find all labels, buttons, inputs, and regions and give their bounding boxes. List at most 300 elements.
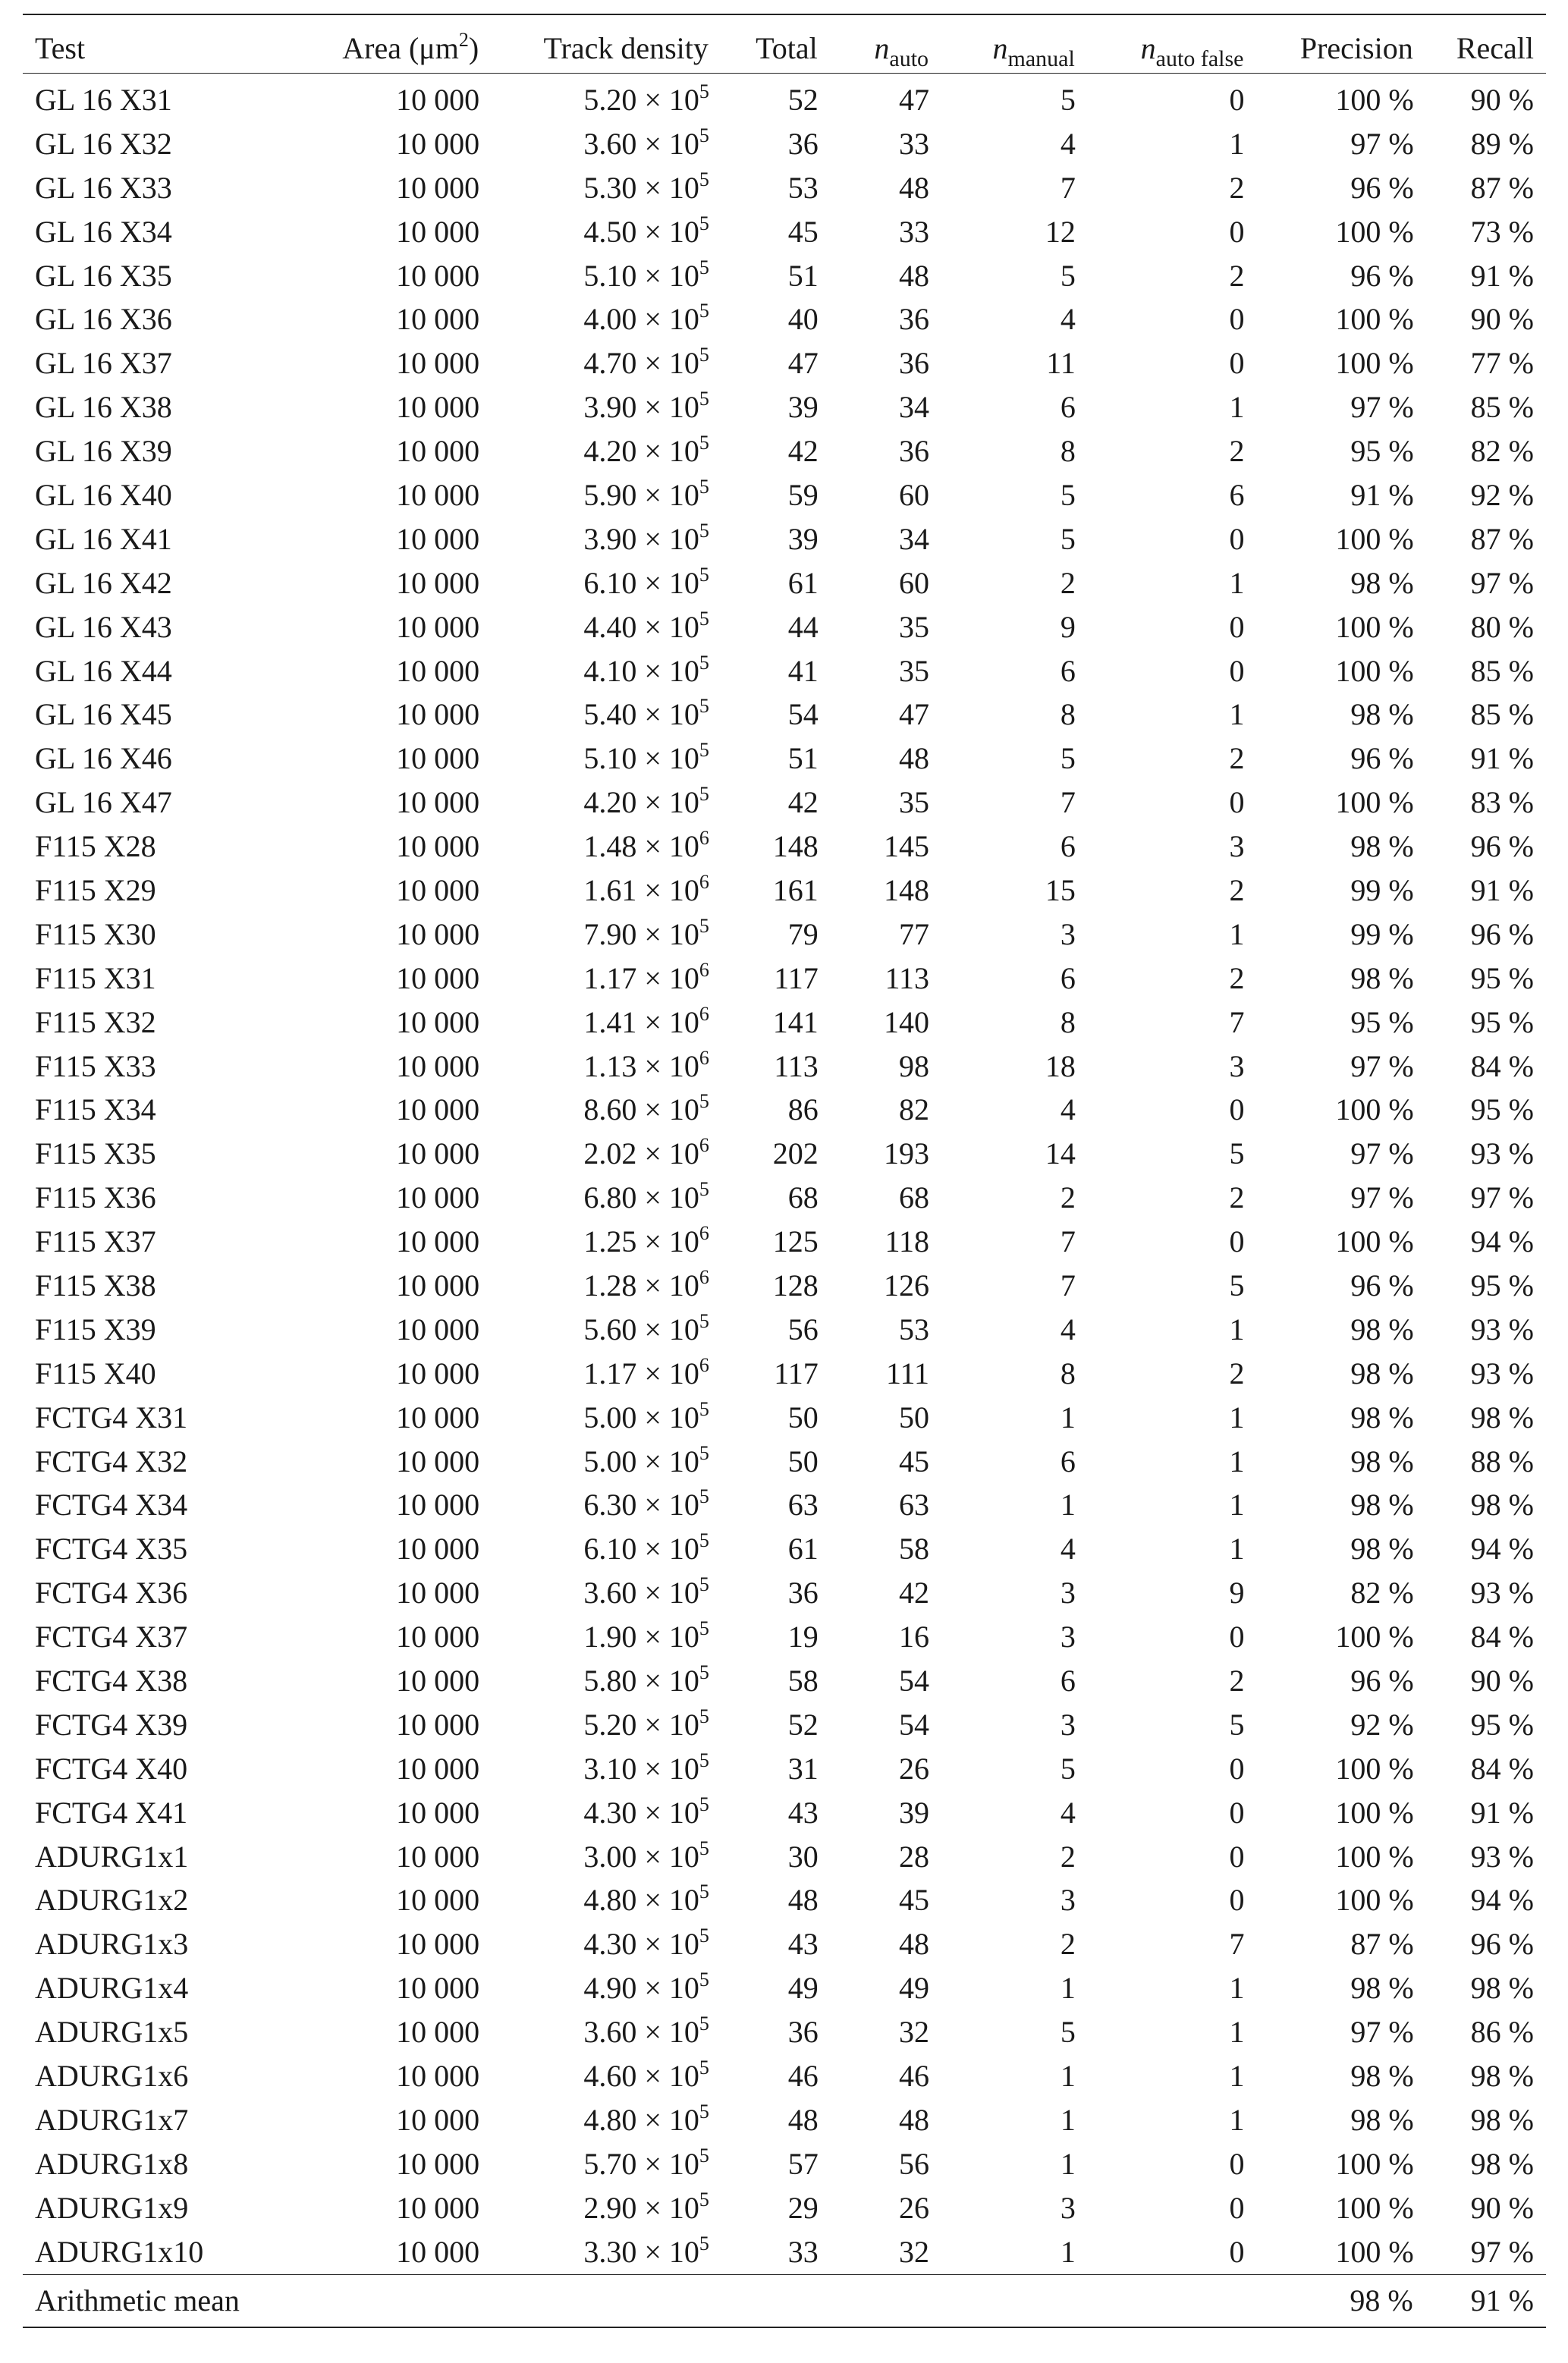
cell-track-density: $2.90 \times 10^5$ (583, 2188, 709, 2225)
cell-total: 52 (787, 1707, 819, 1742)
cell-total: 40 (787, 302, 819, 337)
cell-total: 63 (787, 1488, 819, 1522)
cell-precision: 100 % (1335, 214, 1414, 249)
cell-recall: 91 % (1470, 741, 1534, 776)
cell-test: GL 16 X37 (35, 346, 172, 381)
cell-test: GL 16 X44 (35, 653, 172, 688)
cell-track-density: $6.10 \times 10^5$ (583, 563, 709, 600)
cell-n-auto-false: 1 (1229, 1488, 1245, 1522)
footer-precision: 98 % (1244, 2274, 1413, 2327)
cell-n-manual: 3 (1060, 1883, 1076, 1918)
cell-track-density: $4.80 \times 10^5$ (583, 1881, 709, 1918)
cell-total: 44 (787, 609, 819, 644)
cell-precision: 96 % (1350, 1268, 1414, 1302)
cell-n-auto: 82 (899, 1092, 930, 1127)
cell-recall: 98 % (1470, 1400, 1534, 1434)
table-row (23, 649, 1546, 693)
cell-area: 10 000 (396, 1664, 480, 1698)
cell-test: F115 X35 (35, 1136, 156, 1171)
cell-n-auto: 48 (899, 258, 930, 293)
cell-n-auto: 33 (899, 214, 930, 249)
cell-total: 61 (787, 565, 819, 600)
cell-track-density: $4.00 \times 10^5$ (583, 300, 709, 337)
cell-n-manual: 5 (1060, 258, 1076, 293)
cell-n-auto-false: 0 (1229, 2146, 1245, 2181)
cell-total: 29 (787, 2190, 819, 2225)
cell-n-manual: 18 (1045, 1048, 1076, 1083)
cell-precision: 100 % (1335, 1620, 1414, 1654)
cell-area: 10 000 (396, 1136, 480, 1171)
cell-n-auto: 58 (899, 1532, 930, 1566)
cell-n-auto-false: 0 (1229, 1883, 1245, 1918)
cell-precision: 100 % (1335, 1224, 1414, 1259)
cell-precision: 96 % (1350, 1664, 1414, 1698)
table-row (23, 166, 1546, 210)
cell-precision: 100 % (1335, 2190, 1414, 2225)
cell-track-density: $8.60 \times 10^5$ (583, 1090, 709, 1127)
cell-n-auto-false: 1 (1229, 565, 1245, 600)
table-row (23, 2230, 1546, 2274)
footer-row (23, 2274, 1546, 2327)
cell-track-density: $3.10 \times 10^5$ (583, 1749, 709, 1786)
table-row (23, 737, 1546, 781)
cell-recall: 91 % (1470, 872, 1534, 907)
cell-precision: 98 % (1350, 697, 1414, 732)
cell-n-auto: 148 (884, 872, 930, 907)
table-row (23, 1264, 1546, 1308)
cell-n-manual: 8 (1060, 434, 1076, 469)
cell-track-density: $5.00 \times 10^5$ (583, 1397, 709, 1434)
cell-total: 47 (787, 346, 819, 381)
cell-track-density: $4.70 \times 10^5$ (583, 344, 709, 381)
cell-n-auto: 54 (899, 1664, 930, 1698)
cell-n-manual: 4 (1060, 126, 1076, 161)
cell-test: ADURG1x8 (35, 2146, 189, 2181)
cell-area: 10 000 (396, 82, 480, 117)
cell-area: 10 000 (396, 1620, 480, 1654)
table-row (23, 781, 1546, 825)
cell-n-auto-false: 0 (1229, 785, 1245, 820)
cell-n-manual: 4 (1060, 1795, 1076, 1830)
cell-area: 10 000 (396, 1883, 480, 1918)
cell-track-density: $4.30 \times 10^5$ (583, 1793, 709, 1830)
table-row (23, 1352, 1546, 1396)
cell-recall: 91 % (1470, 1795, 1534, 1830)
cell-total: 48 (787, 2102, 819, 2137)
cell-test: FCTG4 X32 (35, 1444, 188, 1478)
cell-recall: 96 % (1470, 829, 1534, 864)
cell-area: 10 000 (396, 214, 480, 249)
cell-n-auto: 46 (899, 2059, 930, 2094)
cell-test: FCTG4 X41 (35, 1795, 188, 1830)
table-row (23, 1791, 1546, 1835)
cell-n-auto: 48 (899, 170, 930, 205)
cell-test: GL 16 X47 (35, 785, 172, 820)
table-row (23, 1220, 1546, 1264)
cell-track-density: $6.10 \times 10^5$ (583, 1529, 709, 1566)
cell-test: F115 X39 (35, 1312, 156, 1346)
cell-n-auto: 16 (899, 1620, 930, 1654)
results-table (23, 14, 1546, 2328)
cell-track-density: $5.80 \times 10^5$ (583, 1661, 709, 1698)
table-row (23, 1571, 1546, 1615)
cell-total: 48 (787, 1883, 819, 1918)
cell-test: FCTG4 X38 (35, 1664, 188, 1698)
cell-total: 57 (787, 2146, 819, 2181)
cell-track-density: $4.10 \times 10^5$ (583, 651, 709, 688)
cell-n-manual: 1 (1060, 1400, 1076, 1434)
header-n-auto-false: $n_{auto false}$ (1076, 14, 1245, 74)
cell-area: 10 000 (396, 1839, 480, 1874)
cell-test: F115 X28 (35, 829, 156, 864)
cell-n-manual: 6 (1060, 1444, 1076, 1478)
cell-area: 10 000 (396, 1400, 480, 1434)
cell-recall: 86 % (1470, 2015, 1534, 2050)
cell-n-auto: 48 (899, 2102, 930, 2137)
table-body (23, 74, 1546, 2275)
footer-label: Arithmetic mean (23, 2274, 262, 2327)
table-row (23, 1440, 1546, 1484)
cell-test: GL 16 X45 (35, 697, 172, 732)
cell-total: 113 (774, 1048, 819, 1083)
cell-n-auto: 49 (899, 1971, 930, 2006)
table-row (23, 1088, 1546, 1132)
cell-n-auto: 60 (899, 565, 930, 600)
cell-n-manual: 5 (1060, 82, 1076, 117)
cell-track-density: $5.00 \times 10^5$ (583, 1441, 709, 1478)
cell-total: 30 (787, 1839, 819, 1874)
cell-total: 33 (787, 2234, 819, 2269)
cell-track-density: $1.41 \times 10^6$ (583, 1002, 709, 1039)
cell-n-auto-false: 1 (1229, 1400, 1245, 1434)
cell-test: F115 X34 (35, 1092, 156, 1127)
cell-n-manual: 4 (1060, 302, 1076, 337)
table-row (23, 1659, 1546, 1703)
cell-recall: 87 % (1470, 521, 1534, 556)
cell-n-auto-false: 0 (1229, 214, 1245, 249)
header-precision: Precision (1244, 14, 1413, 74)
cell-n-manual: 2 (1060, 1927, 1076, 1962)
cell-n-auto: 53 (899, 1312, 930, 1346)
cell-test: F115 X29 (35, 872, 156, 907)
header-track-density: Track density (479, 14, 709, 74)
cell-area: 10 000 (396, 1356, 480, 1390)
cell-recall: 97 % (1470, 565, 1534, 600)
cell-n-auto-false: 2 (1229, 434, 1245, 469)
cell-n-auto-false: 1 (1229, 2102, 1245, 2137)
cell-test: ADURG1x4 (35, 1971, 189, 2006)
cell-n-manual: 4 (1060, 1532, 1076, 1566)
cell-total: 61 (787, 1532, 819, 1566)
cell-n-manual: 7 (1060, 1224, 1076, 1259)
cell-n-auto: 33 (899, 126, 930, 161)
cell-n-manual: 6 (1060, 653, 1076, 688)
cell-recall: 84 % (1470, 1620, 1534, 1654)
cell-test: F115 X33 (35, 1048, 156, 1083)
cell-n-manual: 3 (1060, 1707, 1076, 1742)
cell-total: 86 (787, 1092, 819, 1127)
cell-n-auto-false: 3 (1229, 1048, 1245, 1083)
cell-track-density: $3.90 \times 10^5$ (583, 388, 709, 425)
cell-n-auto-false: 0 (1229, 1751, 1245, 1786)
cell-track-density: $5.40 \times 10^5$ (583, 695, 709, 732)
cell-track-density: $4.20 \times 10^5$ (583, 783, 709, 820)
cell-n-auto: 34 (899, 521, 930, 556)
cell-n-auto-false: 0 (1229, 1092, 1245, 1127)
cell-n-manual: 1 (1060, 1488, 1076, 1522)
cell-area: 10 000 (396, 170, 480, 205)
header-row (23, 14, 1546, 74)
cell-n-auto: 26 (899, 2190, 930, 2225)
cell-test: FCTG4 X40 (35, 1751, 188, 1786)
cell-area: 10 000 (396, 872, 480, 907)
cell-n-manual: 12 (1045, 214, 1076, 249)
cell-n-manual: 8 (1060, 1356, 1076, 1390)
cell-total: 68 (787, 1180, 819, 1215)
cell-area: 10 000 (396, 785, 480, 820)
cell-precision: 100 % (1335, 521, 1414, 556)
table-row (23, 1132, 1546, 1176)
cell-track-density: $1.90 \times 10^5$ (583, 1617, 709, 1654)
cell-total: 141 (772, 1004, 819, 1039)
cell-n-auto-false: 1 (1229, 1971, 1245, 2006)
cell-n-auto-false: 2 (1229, 741, 1245, 776)
table-row (23, 1966, 1546, 2010)
cell-test: ADURG1x7 (35, 2102, 189, 2137)
cell-n-auto-false: 0 (1229, 1839, 1245, 1874)
cell-n-auto: 77 (899, 916, 930, 951)
cell-n-auto: 48 (899, 741, 930, 776)
cell-n-auto: 36 (899, 346, 930, 381)
cell-test: FCTG4 X31 (35, 1400, 188, 1434)
cell-n-auto-false: 0 (1229, 609, 1245, 644)
cell-n-manual: 2 (1060, 1180, 1076, 1215)
cell-precision: 100 % (1335, 82, 1414, 117)
cell-n-auto-false: 1 (1229, 1444, 1245, 1478)
cell-recall: 95 % (1470, 1268, 1534, 1302)
cell-track-density: $2.02 \times 10^6$ (583, 1134, 709, 1171)
cell-area: 10 000 (396, 521, 480, 556)
cell-area: 10 000 (396, 2015, 480, 2050)
cell-n-manual: 5 (1060, 477, 1076, 512)
cell-area: 10 000 (396, 1444, 480, 1478)
cell-area: 10 000 (396, 477, 480, 512)
cell-precision: 97 % (1350, 126, 1414, 161)
cell-test: F115 X32 (35, 1004, 156, 1039)
cell-recall: 89 % (1470, 126, 1534, 161)
cell-area: 10 000 (396, 1488, 480, 1522)
cell-recall: 97 % (1470, 2234, 1534, 2269)
cell-total: 117 (774, 960, 819, 995)
cell-n-auto: 35 (899, 653, 930, 688)
cell-area: 10 000 (396, 390, 480, 425)
cell-area: 10 000 (396, 1927, 480, 1962)
cell-track-density: $1.17 \times 10^6$ (583, 1353, 709, 1390)
cell-area: 10 000 (396, 653, 480, 688)
cell-area: 10 000 (396, 916, 480, 951)
cell-recall: 91 % (1470, 258, 1534, 293)
cell-precision: 96 % (1350, 170, 1414, 205)
cell-n-auto-false: 6 (1229, 477, 1245, 512)
cell-n-auto: 126 (884, 1268, 930, 1302)
cell-n-manual: 4 (1060, 1312, 1076, 1346)
cell-precision: 100 % (1335, 1795, 1414, 1830)
cell-test: FCTG4 X37 (35, 1620, 188, 1654)
cell-precision: 100 % (1335, 346, 1414, 381)
cell-precision: 98 % (1350, 565, 1414, 600)
cell-n-auto-false: 2 (1229, 1356, 1245, 1390)
cell-total: 52 (787, 82, 819, 117)
cell-recall: 80 % (1470, 609, 1534, 644)
cell-area: 10 000 (396, 565, 480, 600)
cell-test: F115 X31 (35, 960, 156, 995)
cell-n-auto: 36 (899, 302, 930, 337)
cell-n-auto-false: 1 (1229, 390, 1245, 425)
cell-test: GL 16 X40 (35, 477, 172, 512)
cell-n-auto-false: 2 (1229, 258, 1245, 293)
table-row (23, 2010, 1546, 2054)
cell-n-auto: 60 (899, 477, 930, 512)
cell-n-auto-false: 0 (1229, 1620, 1245, 1654)
cell-test: GL 16 X38 (35, 390, 172, 425)
cell-recall: 92 % (1470, 477, 1534, 512)
cell-test: GL 16 X46 (35, 741, 172, 776)
cell-n-auto-false: 5 (1229, 1136, 1245, 1171)
cell-total: 128 (772, 1268, 819, 1302)
cell-n-manual: 8 (1060, 697, 1076, 732)
cell-area: 10 000 (396, 346, 480, 381)
cell-track-density: $6.80 \times 10^5$ (583, 1178, 709, 1215)
cell-precision: 98 % (1350, 1532, 1414, 1566)
cell-recall: 93 % (1470, 1136, 1534, 1171)
cell-precision: 100 % (1335, 1839, 1414, 1874)
cell-track-density: $5.10 \times 10^5$ (583, 739, 709, 776)
table-row (23, 1879, 1546, 1923)
cell-area: 10 000 (396, 1312, 480, 1346)
cell-total: 202 (772, 1136, 819, 1171)
cell-test: GL 16 X31 (35, 82, 172, 117)
cell-precision: 98 % (1350, 2059, 1414, 2094)
table-header (23, 14, 1546, 74)
cell-track-density: $5.70 \times 10^5$ (583, 2144, 709, 2181)
cell-recall: 90 % (1470, 302, 1534, 337)
cell-test: FCTG4 X35 (35, 1532, 188, 1566)
header-n-manual: $n_{manual}$ (929, 14, 1076, 74)
cell-area: 10 000 (396, 2234, 480, 2269)
cell-n-auto-false: 0 (1229, 302, 1245, 337)
cell-n-auto-false: 0 (1229, 346, 1245, 381)
table-row (23, 1615, 1546, 1659)
cell-track-density: $4.60 \times 10^5$ (583, 2057, 709, 2094)
cell-total: 41 (787, 653, 819, 688)
table-row (23, 1176, 1546, 1220)
cell-n-auto: 36 (899, 434, 930, 469)
cell-precision: 99 % (1350, 872, 1414, 907)
cell-track-density: $3.60 \times 10^5$ (583, 124, 709, 161)
cell-n-auto-false: 0 (1229, 653, 1245, 688)
cell-total: 161 (772, 872, 819, 907)
cell-test: F115 X37 (35, 1224, 156, 1259)
cell-test: GL 16 X43 (35, 609, 172, 644)
cell-recall: 90 % (1470, 2190, 1534, 2225)
cell-total: 39 (787, 521, 819, 556)
table-row (23, 2186, 1546, 2230)
table-row (23, 122, 1546, 166)
header-n-auto: $n_{auto}$ (819, 14, 929, 74)
table-row (23, 1703, 1546, 1747)
cell-track-density: $3.30 \times 10^5$ (583, 2232, 709, 2269)
cell-recall: 85 % (1470, 653, 1534, 688)
cell-area: 10 000 (396, 1048, 480, 1083)
cell-test: ADURG1x1 (35, 1839, 189, 1874)
cell-recall: 98 % (1470, 2102, 1534, 2137)
cell-precision: 100 % (1335, 653, 1414, 688)
cell-track-density: $1.28 \times 10^6$ (583, 1265, 709, 1302)
cell-n-auto: 32 (899, 2234, 930, 2269)
cell-total: 36 (787, 2015, 819, 2050)
cell-total: 31 (787, 1751, 819, 1786)
table-row (23, 385, 1546, 429)
cell-total: 50 (787, 1400, 819, 1434)
cell-n-auto-false: 0 (1229, 82, 1245, 117)
cell-area: 10 000 (396, 2146, 480, 2181)
cell-n-auto: 47 (899, 82, 930, 117)
cell-n-auto-false: 0 (1229, 521, 1245, 556)
cell-test: ADURG1x5 (35, 2015, 189, 2050)
cell-total: 42 (787, 785, 819, 820)
cell-n-auto: 56 (899, 2146, 930, 2181)
cell-n-manual: 5 (1060, 741, 1076, 776)
cell-recall: 98 % (1470, 2146, 1534, 2181)
cell-test: FCTG4 X34 (35, 1488, 188, 1522)
cell-test: FCTG4 X39 (35, 1707, 188, 1742)
cell-total: 45 (787, 214, 819, 249)
cell-recall: 93 % (1470, 1839, 1534, 1874)
cell-n-manual: 15 (1045, 872, 1076, 907)
table-row (23, 1484, 1546, 1528)
cell-test: GL 16 X36 (35, 302, 172, 337)
cell-area: 10 000 (396, 741, 480, 776)
cell-n-auto-false: 0 (1229, 1224, 1245, 1259)
cell-n-manual: 8 (1060, 1004, 1076, 1039)
cell-test: ADURG1x10 (35, 2234, 204, 2269)
cell-track-density: $1.61 \times 10^6$ (583, 870, 709, 907)
cell-track-density: $1.48 \times 10^6$ (583, 827, 709, 864)
cell-n-manual: 7 (1060, 785, 1076, 820)
cell-precision: 95 % (1350, 1004, 1414, 1039)
cell-area: 10 000 (396, 1532, 480, 1566)
table-row (23, 1001, 1546, 1045)
cell-n-manual: 1 (1060, 2146, 1076, 2181)
cell-recall: 90 % (1470, 1664, 1534, 1698)
cell-precision: 98 % (1350, 2102, 1414, 2137)
cell-recall: 77 % (1470, 346, 1534, 381)
cell-n-auto: 45 (899, 1883, 930, 1918)
cell-n-auto-false: 2 (1229, 170, 1245, 205)
cell-recall: 95 % (1470, 1707, 1534, 1742)
cell-test: GL 16 X42 (35, 565, 172, 600)
cell-track-density: $1.25 \times 10^6$ (583, 1222, 709, 1259)
header-test: Test (23, 14, 262, 74)
cell-area: 10 000 (396, 1795, 480, 1830)
cell-precision: 98 % (1350, 1488, 1414, 1522)
cell-n-auto: 45 (899, 1444, 930, 1478)
cell-test: F115 X40 (35, 1356, 156, 1390)
table-row (23, 957, 1546, 1001)
cell-n-manual: 3 (1060, 1576, 1076, 1610)
cell-recall: 84 % (1470, 1751, 1534, 1786)
cell-track-density: $5.10 \times 10^5$ (583, 256, 709, 293)
